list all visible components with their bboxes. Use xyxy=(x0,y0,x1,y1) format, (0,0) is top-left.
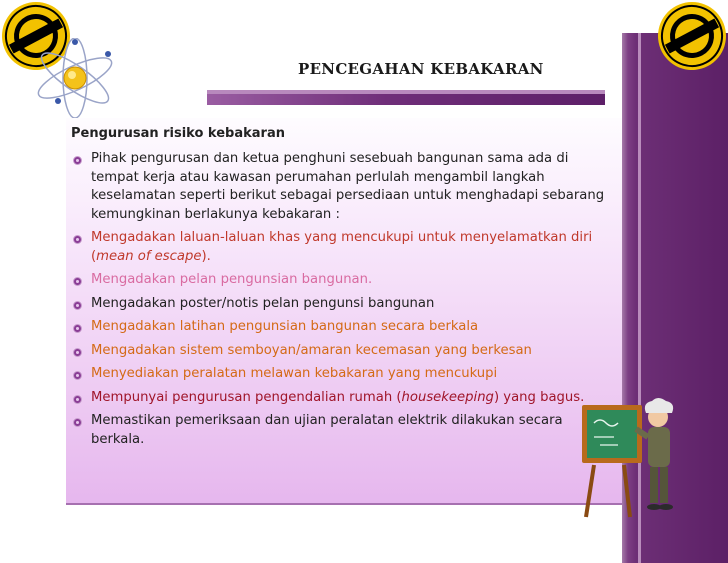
list-item-text: ). xyxy=(201,248,211,264)
bullet-icon xyxy=(73,395,82,404)
list-item-text: Menyediakan peralatan melawan kebakaran yang mencukupi xyxy=(91,366,498,381)
list-item-text: Mengadakan sistem semboyan/amaran kecemasan yang berkesan xyxy=(91,342,532,358)
list-item-text: Pihak pengurusan dan ketua penghuni sesebuah bangunan sama ada di tempat kerja atau kawasan perumahan perlulah mengambil langkah keselamatan seperti berikut sebagai persediaan untuk menghadapi sebarang kemungkinan berlakunya kebakaran : xyxy=(91,151,605,222)
section-heading: Pengurusan risiko kebakaran xyxy=(71,126,285,141)
list-item xyxy=(71,229,607,266)
bullet-icon xyxy=(73,371,82,380)
bullet-icon xyxy=(73,348,82,357)
bullet-icon xyxy=(73,235,82,244)
list-item-text: Mempunyai pengurusan pengendalian rumah ( xyxy=(91,389,402,405)
slide-title: PENCEGAHAN KEBAKARAN xyxy=(298,60,544,78)
bullet-list xyxy=(71,150,607,454)
bullet-icon xyxy=(73,324,82,333)
list-item-text: Memastikan pemeriksaan dan ujian peralatan elektrik dilakukan secara berkala. xyxy=(91,413,563,447)
list-item-text: Mengadakan laluan-laluan khas yang mencukupi untuk menyelamatkan diri ( xyxy=(91,230,593,264)
bullet-icon xyxy=(73,277,82,286)
bullet-icon xyxy=(73,418,82,427)
list-item-text: Mengadakan latihan pengunsian bangunan secara berkala xyxy=(91,319,479,334)
list-item xyxy=(71,365,607,384)
list-item-text: housekeeping xyxy=(401,389,494,405)
list-item-text: ) yang bagus. xyxy=(493,389,585,405)
list-item xyxy=(71,412,607,449)
list-item xyxy=(71,295,607,314)
seal-logo-icon xyxy=(656,0,728,72)
teacher-chalkboard-icon xyxy=(580,395,680,520)
list-item xyxy=(71,271,607,290)
atom-icon xyxy=(30,38,120,118)
bullet-icon xyxy=(73,156,82,165)
list-item-text: Mengadakan poster/notis pelan pengunsi bangunan xyxy=(91,295,435,311)
bullet-icon xyxy=(73,301,82,310)
list-item-text: mean of escape xyxy=(96,248,202,264)
list-item xyxy=(71,342,607,361)
list-item-text: Mengadakan pelan pengunsian bangunan. xyxy=(91,272,373,287)
list-item xyxy=(71,150,607,224)
list-item xyxy=(71,389,607,408)
list-item xyxy=(71,318,607,337)
title-underline-bar xyxy=(207,90,605,105)
